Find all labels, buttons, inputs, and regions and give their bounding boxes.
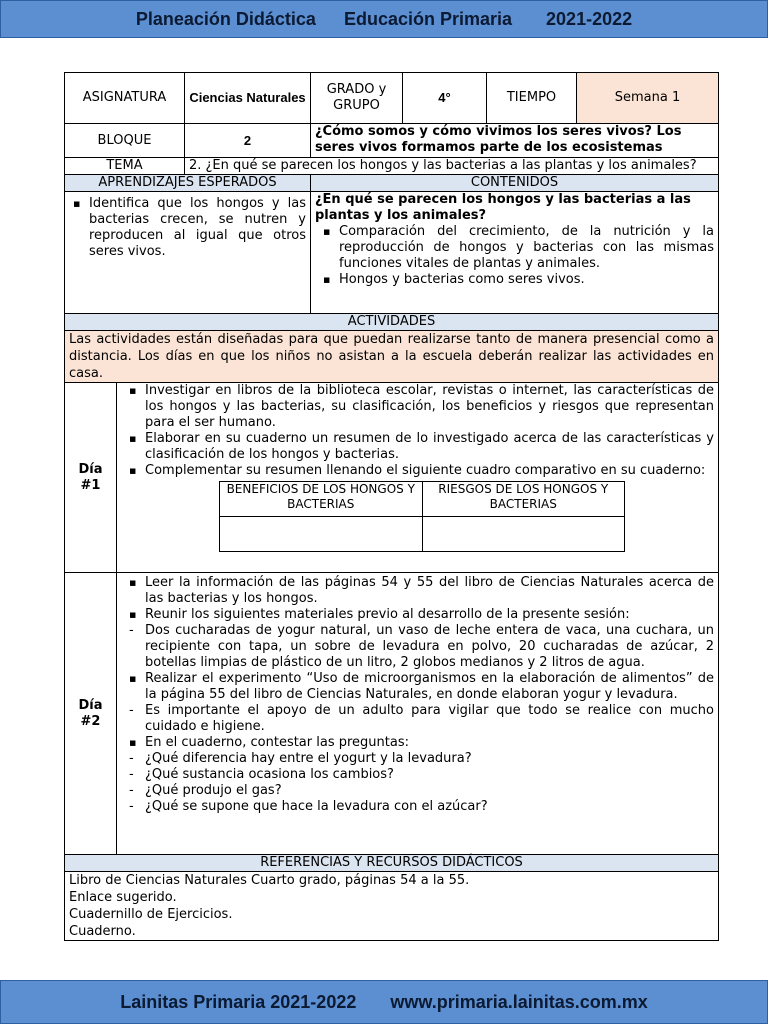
bloque-label: BLOQUE: [65, 124, 185, 158]
dia2-item: - ¿Qué diferencia hay entre el yogurt y la levadura?: [135, 751, 714, 767]
referencia-item: Cuadernillo de Ejercicios.: [69, 907, 233, 922]
dia2-item: - ¿Qué se supone que hace la levadura con el azúcar?: [135, 799, 714, 815]
riesgos-empty-cell: [422, 517, 625, 552]
dia2-item: - ¿Qué sustancia ocasiona los cambios?: [135, 767, 714, 783]
footer-brand: Lainitas Primaria 2021-2022: [120, 991, 357, 1012]
bottom-banner: [0, 980, 768, 1024]
dia2-item: ▪ Realizar el experimento “Uso de microorganismos en la elaboración de alimentos” de la página 55 del libro de Ciencias Naturales, en donde elaboran yogur y levadura.: [135, 671, 714, 703]
referencia-item: Enlace sugerido.: [69, 890, 177, 905]
top-banner: [0, 0, 768, 38]
contenido-item: ▪ Hongos y bacterias como seres vivos.: [329, 272, 714, 288]
dia2-label: Día #2: [65, 573, 117, 855]
contenidos-heading: ¿En qué se parecen los hongos y las bacterias a las plantas y los animales?: [315, 192, 691, 223]
tema-label: TEMA: [65, 158, 185, 175]
dia1-label: Día #1: [65, 383, 117, 573]
grado-label: GRADO y GRUPO: [311, 73, 403, 124]
dia1-item: ▪ Investigar en libros de la biblioteca escolar, revistas o internet, las características de los hongos y las bacterias, su clasificación, los beneficios y riesgos que representan para el ser humano.: [135, 383, 714, 431]
dia2-item: ▪ Leer la información de las páginas 54 y 55 del libro de Ciencias Naturales acerca de las bacterias y los hongos.: [135, 575, 714, 607]
dia2-item: - ¿Qué produjo el gas?: [135, 783, 714, 799]
dia2-item: - Es importante el apoyo de un adulto para vigilar que todo se realice con mucho cuidado e higiene.: [135, 703, 714, 735]
contenidos-header: CONTENIDOS: [311, 175, 719, 192]
planning-table: [64, 72, 719, 941]
bloque-title: ¿Cómo somos y cómo vivimos los seres vivos? Los seres vivos formamos parte de los ecosistemas: [311, 124, 719, 158]
asignatura-label: ASIGNATURA: [65, 73, 185, 124]
school-year: 2021-2022: [546, 8, 633, 29]
riesgos-header: RIESGOS DE LOS HONGOS Y BACTERIAS: [422, 482, 625, 517]
referencia-item: Cuaderno.: [69, 924, 136, 939]
tema-value: 2. ¿En qué se parecen los hongos y las bacterias a las plantas y los animales?: [185, 158, 719, 175]
bloque-value: 2: [185, 124, 311, 158]
aprendizaje-item: ▪ Identifica que los hongos y las bacterias crecen, se nutren y reproducen al igual que otros seres vivos.: [79, 196, 306, 260]
contenidos-cell: [311, 192, 719, 314]
dia1-item: ▪ Elaborar en su cuaderno un resumen de lo investigado acerca de las características y clasificación de los hongos y bacterias.: [135, 431, 714, 463]
grado-value: 4°: [403, 73, 487, 124]
beneficios-header: BENEFICIOS DE LOS HONGOS Y BACTERIAS: [220, 482, 423, 517]
actividades-header: ACTIVIDADES: [65, 314, 719, 331]
dia2-item: ▪ En el cuaderno, contestar las preguntas:: [135, 735, 714, 751]
tiempo-value: Semana 1: [577, 73, 719, 124]
footer-url[interactable]: www.primaria.lainitas.com.mx: [390, 991, 648, 1012]
referencia-item: Libro de Ciencias Naturales Cuarto grado, páginas 54 a la 55.: [69, 873, 470, 888]
referencias-list: [65, 872, 719, 941]
document-title: Planeación Didáctica: [135, 8, 316, 29]
dia1-item: ▪ Complementar su resumen llenando el siguiente cuadro comparativo en su cuaderno:: [135, 463, 714, 479]
asignatura-value: Ciencias Naturales: [185, 73, 311, 124]
dia2-activities: [117, 573, 719, 855]
beneficios-empty-cell: [220, 517, 423, 552]
actividades-note: Las actividades están diseñadas para que puedan realizarse tanto de manera presencial como a distancia. Los días en que los niños no asistan a la escuela deberán realizar las actividades en casa.: [65, 331, 719, 383]
aprendizajes-header: APRENDIZAJES ESPERADOS: [65, 175, 311, 192]
contenido-item: ▪ Comparación del crecimiento, de la nutrición y la reproducción de hongos y bacterias con las mismas funciones vitales de plantas y animales.: [329, 224, 714, 272]
tiempo-label: TIEMPO: [487, 73, 577, 124]
comparison-table: [219, 481, 625, 552]
dia2-item: - Dos cucharadas de yogur natural, un vaso de leche entera de vaca, una cuchara, un recipiente con tapa, un sobre de levadura en polvo, 20 cucharadas de azúcar, 2 botellas limpias de plástico de un litro, 2 globos medianos y 2 litros de agua.: [135, 623, 714, 671]
dia2-item: ▪ Reunir los siguientes materiales previo al desarrollo de la presente sesión:: [135, 607, 714, 623]
dia1-activities: [117, 383, 719, 573]
referencias-header: REFERENCIAS Y RECURSOS DIDÁCTICOS: [65, 855, 719, 872]
education-level: Educación Primaria: [343, 8, 513, 29]
aprendizajes-cell: [65, 192, 311, 314]
